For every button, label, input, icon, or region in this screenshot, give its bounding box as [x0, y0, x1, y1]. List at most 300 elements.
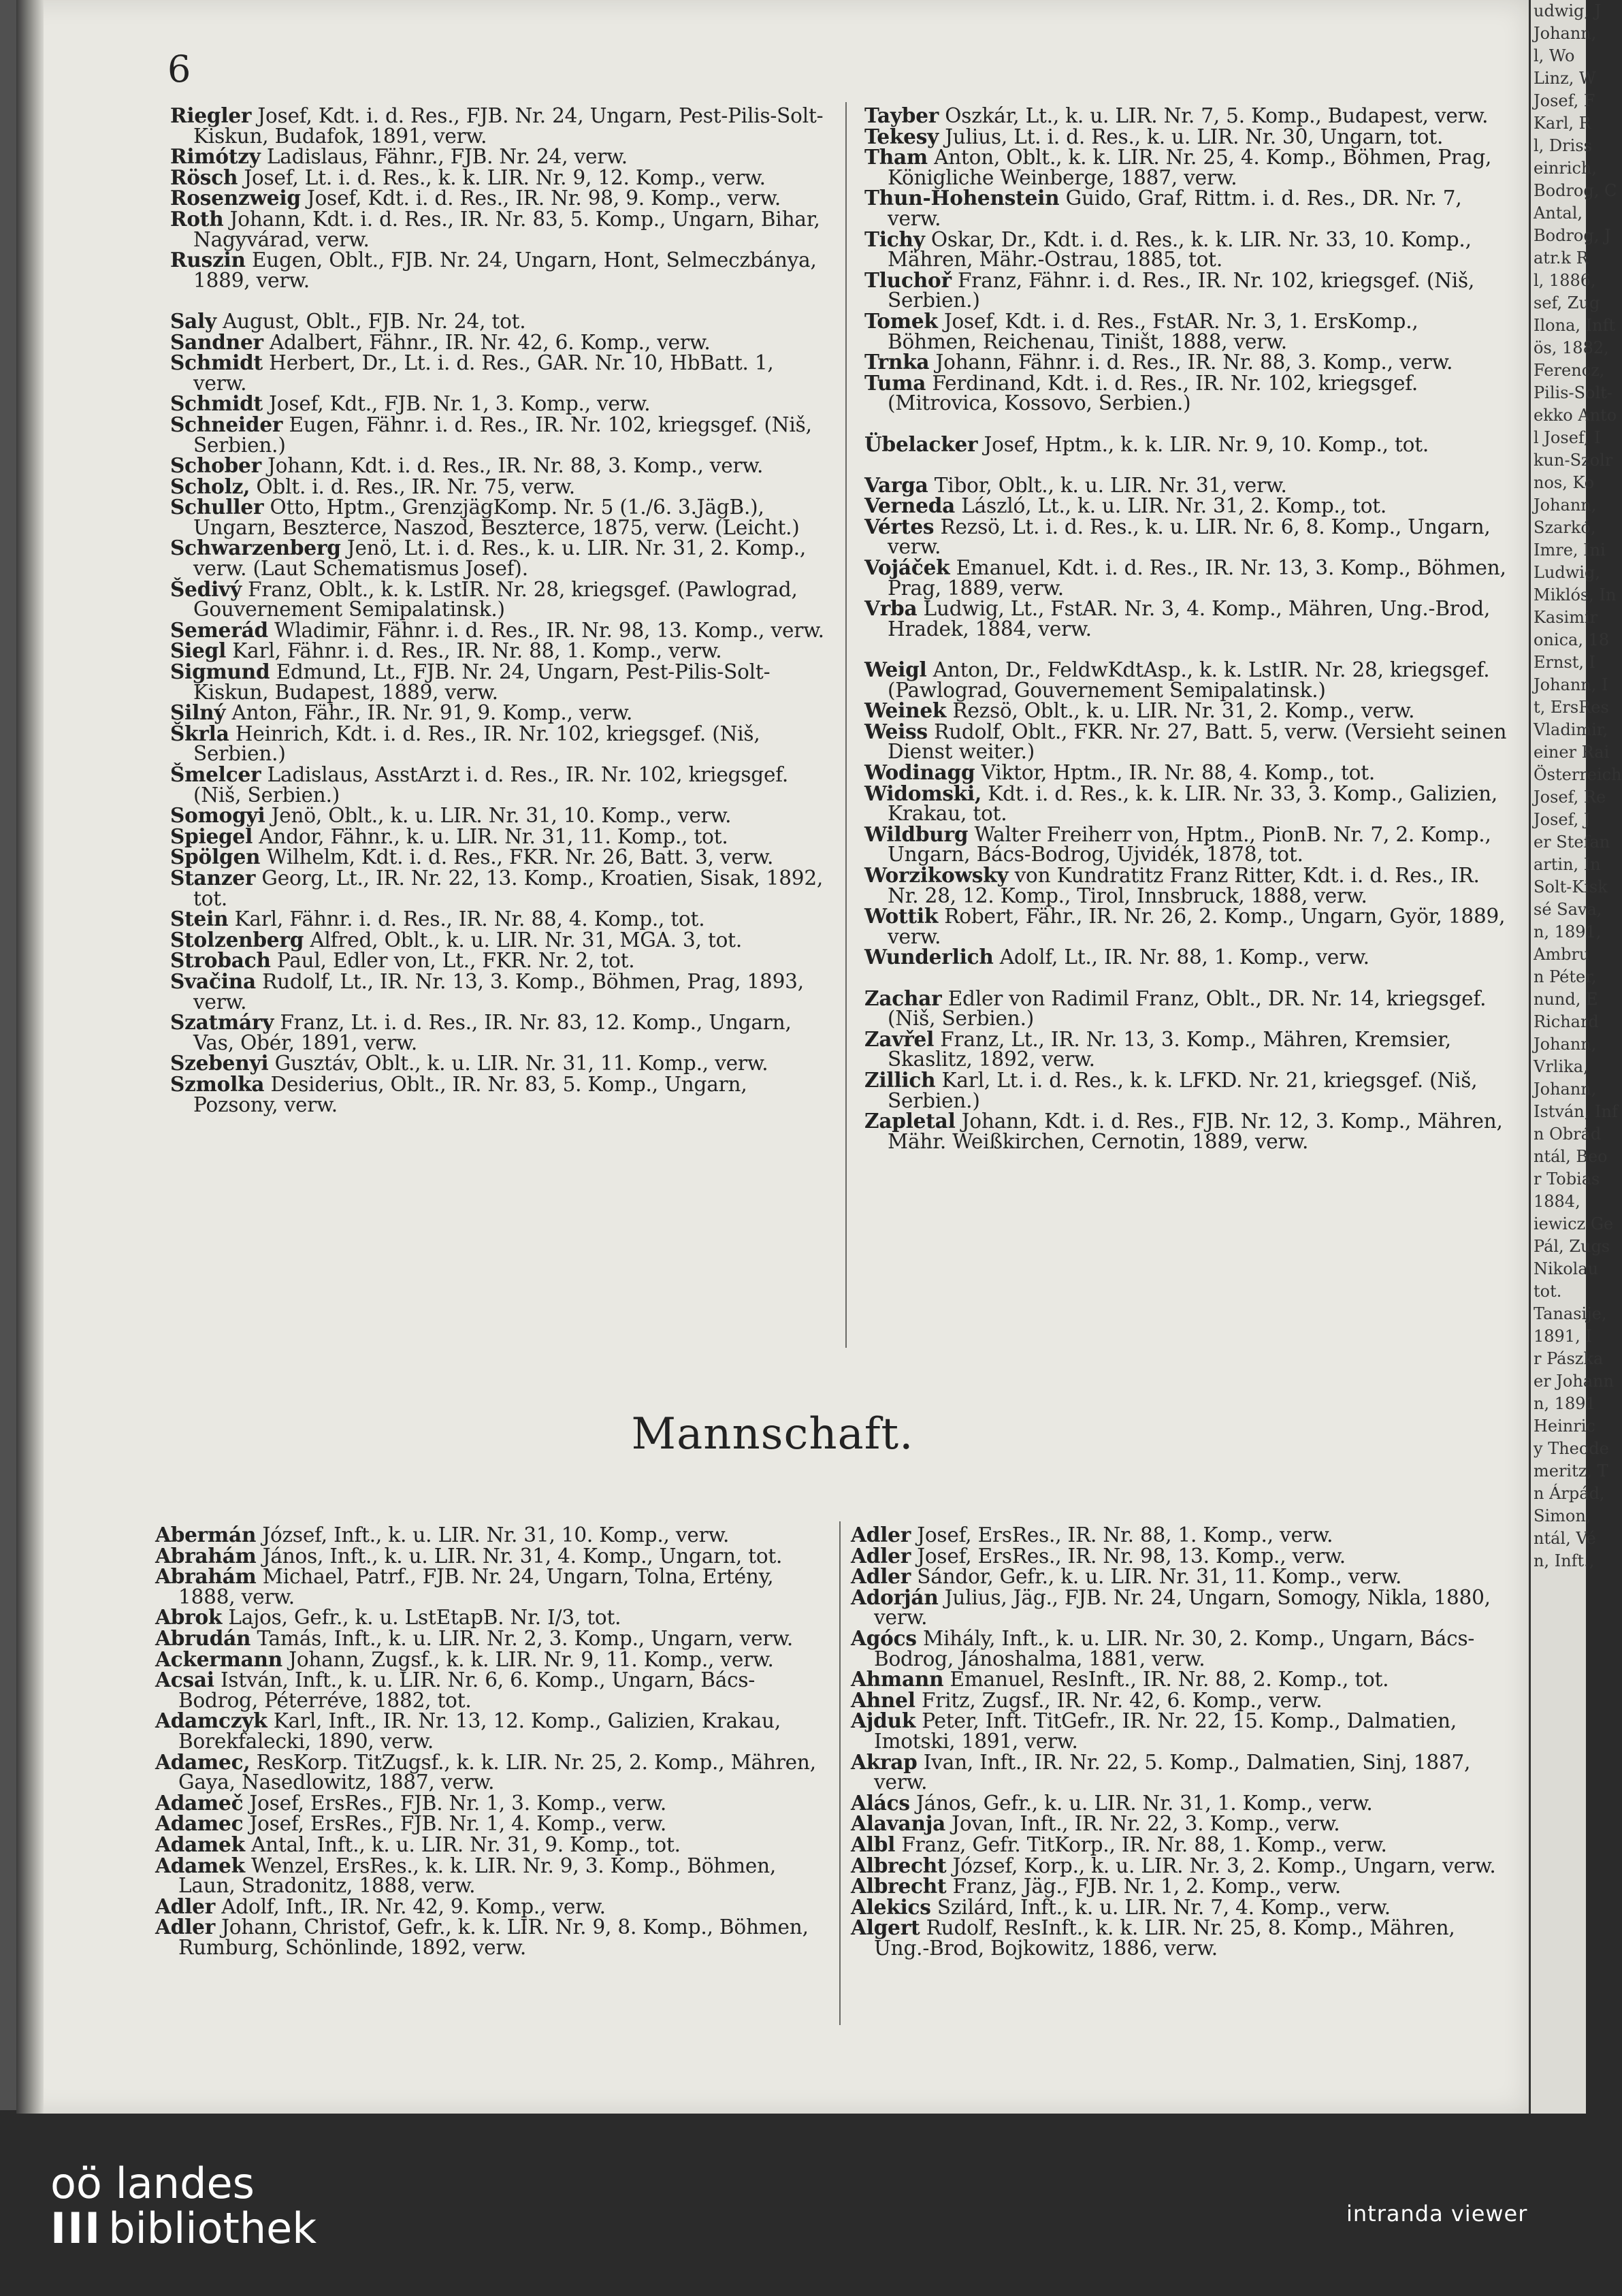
- adjacent-page-fragment: Ernst, I: [1534, 653, 1596, 672]
- entry-surname: Adamek: [155, 1853, 245, 1877]
- list-entry: [155, 1853, 826, 1898]
- adjacent-page-fragment: l, 1886,: [1534, 271, 1596, 290]
- entry-details: János, Inft., k. u. LIR. Nr. 31, 4. Komp., Ungarn, tot.: [256, 1544, 783, 1568]
- entry-details: Heinrich, Kdt. i. d. Res., IR. Nr. 102, kriegsgef. (Niš, Serbien.): [193, 722, 760, 766]
- entry-details: Guido, Graf, Rittm. i. d. Res., DR. Nr. 7, verw.: [888, 187, 1462, 230]
- adjacent-page-fragment: iewicz Ge: [1534, 1214, 1614, 1233]
- entry-surname: Zapletal: [864, 1109, 956, 1133]
- entry-details: Josef, ErsRes., FJB. Nr. 1, 3. Komp., verw.: [243, 1791, 667, 1815]
- list-entry: [851, 1525, 1508, 1546]
- entry-surname: Ajduk: [851, 1709, 916, 1733]
- entry-details: Paul, Edler von, Lt., FKR. Nr. 2, tot.: [270, 949, 635, 973]
- list-entry: [851, 1813, 1508, 1834]
- entry-surname: Szatmáry: [170, 1010, 274, 1035]
- list-entry: [170, 826, 828, 847]
- mannschaft-column-left: [155, 1525, 826, 1958]
- entry-surname: Adler: [851, 1543, 911, 1568]
- entry-surname: Agócs: [851, 1626, 917, 1650]
- entry-details: Josef, ErsRes., IR. Nr. 98, 13. Komp., verw.: [911, 1544, 1346, 1568]
- entry-surname: Algert: [851, 1915, 920, 1940]
- list-entry: [155, 1543, 826, 1568]
- entry-surname: Worzikowsky: [864, 862, 1009, 887]
- entry-surname: Vrba: [864, 596, 918, 621]
- adjacent-page-fragment: Kasimir: [1534, 608, 1598, 627]
- entry-surname: Vértes: [864, 514, 935, 538]
- adjacent-page-fragment: einrich,: [1534, 159, 1597, 178]
- adjacent-page-fragment: Nikolau: [1534, 1259, 1599, 1278]
- list-entry: [170, 617, 828, 642]
- entry-details: Tamás, Inft., k. u. LIR. Nr. 2, 3. Komp., Ungarn, verw.: [250, 1626, 794, 1650]
- viewer-footer: [0, 2114, 1584, 2296]
- adjacent-page-fragment: Josef, Re: [1534, 788, 1606, 807]
- adjacent-page-fragment: n, 1891,: [1534, 922, 1602, 941]
- list-entry: [170, 476, 828, 498]
- list-entry: [851, 1543, 1508, 1568]
- entry-surname: Vojáček: [864, 555, 950, 580]
- adjacent-page-fragment: Solt-Kisk: [1534, 877, 1608, 896]
- entry-details: Wenzel, ErsRes., k. k. LIR. Nr. 9, 3. Komp., Böhmen, Laun, Stradonitz, 1888, verw.: [178, 1854, 777, 1898]
- entry-spacer: [170, 291, 828, 311]
- entry-surname: Silný: [170, 700, 226, 725]
- entry-details: József, Inft., k. u. LIR. Nr. 31, 10. Komp., verw.: [256, 1523, 730, 1547]
- adjacent-page-fragment: sé Sava,: [1534, 900, 1602, 919]
- entry-surname: Wunderlich: [864, 945, 994, 969]
- entry-details: Antal, Inft., k. u. LIR. Nr. 31, 9. Komp., tot.: [244, 1832, 681, 1856]
- list-entry: [851, 1711, 1508, 1751]
- entry-details: József, Korp., k. u. LIR. Nr. 3, 2. Komp., Ungarn, verw.: [946, 1854, 1496, 1877]
- adjacent-page-fragment: Imre, Ini: [1534, 540, 1606, 560]
- entry-surname: Adorján: [851, 1585, 939, 1609]
- entry-surname: Somogyi: [170, 803, 265, 828]
- entry-details: Ludwig, Lt., FstAR. Nr. 3, 4. Komp., Mähren, Ung.-Brod, Hradek, 1884, verw.: [888, 597, 1491, 641]
- list-entry: [155, 1670, 826, 1711]
- entry-details: Karl, Fähnr. i. d. Res., IR. Nr. 88, 4. Komp., tot.: [228, 907, 705, 931]
- adjacent-page-fragment: l Josef, I: [1534, 428, 1601, 447]
- entry-surname: Adameč: [155, 1790, 244, 1815]
- adjacent-page-fragment: r Pászka: [1534, 1349, 1604, 1368]
- adjacent-page-fragment: er Stefan: [1534, 832, 1610, 852]
- list-entry: [170, 188, 828, 209]
- entry-details: Walter Freiherr von, Hptm., PionB. Nr. 7, 2. Komp., Ungarn, Bács-Bodrog, Ujvidék, 1878, tot.: [888, 822, 1491, 867]
- adjacent-page-fragment: Ludwig,: [1534, 563, 1600, 582]
- entry-surname: Adler: [851, 1564, 911, 1589]
- list-entry: [170, 329, 828, 354]
- entry-details: Josef, Kdt. i. d. Res., FstAR. Nr. 3, 1. ErsKomp., Böhmen, Reichenau, Tiništ, 1888, verw.: [888, 309, 1418, 353]
- entry-details: von Kundratitz Franz Ritter, Kdt. i. d. Res., IR. Nr. 28, 12. Komp., Tirol, Innsbruck, 1888, verw.: [888, 863, 1480, 907]
- entry-details: Edmund, Lt., FJB. Nr. 24, Ungarn, Pest-Pilis-Solt-Kiskun, Budapest, 1889, verw.: [193, 660, 771, 704]
- entry-surname: Scholz,: [170, 474, 250, 498]
- entry-spacer: [864, 414, 1508, 434]
- adjacent-page-fragment: Ilona, Inft: [1534, 316, 1616, 335]
- adjacent-page-fragment: Pál, Zugs: [1534, 1237, 1610, 1256]
- entry-surname: Spiegel: [170, 824, 253, 848]
- entry-details: Rezsö, Lt. i. d. Res., k. u. LIR. Nr. 6, 8. Komp., Ungarn, verw.: [888, 515, 1491, 559]
- adjacent-page-fragment: Josef, F: [1534, 91, 1595, 110]
- adjacent-page-fragment: l, Driss: [1534, 136, 1592, 155]
- entry-surname: Szebenyi: [170, 1051, 269, 1076]
- list-entry: [170, 638, 828, 663]
- adjacent-page-fragment: nund, E: [1534, 990, 1598, 1009]
- entry-surname: Spölgen: [170, 845, 261, 869]
- column-divider: [839, 1521, 841, 2025]
- officers-column-left: [170, 103, 828, 1116]
- entry-details: Adalbert, Fähnr., IR. Nr. 42, 6. Komp., verw.: [263, 330, 711, 354]
- adjacent-page-fragment: Josef, J: [1534, 810, 1591, 829]
- entry-details: László, Lt., k. u. LIR. Nr. 31, 2. Komp., tot.: [955, 494, 1387, 518]
- entry-surname: Tham: [864, 145, 928, 169]
- entry-details: Karl, Fähnr. i. d. Res., IR. Nr. 88, 1. Komp., verw.: [226, 639, 722, 663]
- entry-details: Franz, Gefr. TitKorp., IR. Nr. 88, 1. Komp., verw.: [895, 1832, 1387, 1856]
- list-entry: [864, 514, 1508, 559]
- adjacent-page-fragment: Simon,: [1534, 1506, 1591, 1525]
- adjacent-page-fragment: Tanasije,: [1534, 1304, 1607, 1323]
- officers-column-right: [864, 103, 1508, 1153]
- entry-details: Anton, Fähr., IR. Nr. 91, 9. Komp., verw.: [225, 701, 633, 725]
- entry-details: Gusztáv, Oblt., k. u. LIR. Nr. 31, 11. Komp., verw.: [268, 1052, 768, 1076]
- list-entry: [864, 370, 1508, 415]
- list-entry: [864, 700, 1508, 722]
- entry-details: Edler von Radimil Franz, Oblt., DR. Nr. 14, kriegsgef. (Niš, Serbien.): [888, 986, 1487, 1031]
- entry-surname: Stanzer: [170, 865, 256, 890]
- list-entry: [864, 598, 1508, 639]
- list-entry: [170, 950, 828, 971]
- entry-surname: Schmidt: [170, 391, 263, 416]
- entry-surname: Tichy: [864, 227, 925, 251]
- page-number: 6: [167, 48, 191, 91]
- entry-details: Adolf, Inft., IR. Nr. 42, 9. Komp., verw.: [215, 1894, 606, 1918]
- entry-surname: Svačina: [170, 969, 256, 993]
- adjacent-page-fragment: Bodrog, C: [1534, 181, 1617, 200]
- list-entry: [155, 1566, 826, 1607]
- entry-details: Johann, Kdt. i. d. Res., IR. Nr. 83, 5. Komp., Ungarn, Bihar, Nagyvárad, verw.: [193, 207, 820, 251]
- entry-details: ResKorp. TitZugsf., k. k. LIR. Nr. 25, 2. Komp., Mähren, Gaya, Nasedlowitz, 1887, verw.: [178, 1750, 816, 1794]
- entry-surname: Siegl: [170, 638, 227, 663]
- list-entry: [864, 719, 1508, 764]
- entry-details: Josef, Kdt. i. d. Res., FJB. Nr. 24, Ungarn, Pest-Pilis-Solt-Kiskun, Budafok, 1891, verw.: [193, 104, 824, 148]
- entry-spacer: [864, 639, 1508, 660]
- entry-surname: Schneider: [170, 412, 283, 436]
- list-entry: [170, 412, 828, 457]
- entry-surname: Tuma: [864, 370, 926, 395]
- adjacent-page-fragment: n Péter,: [1534, 967, 1597, 986]
- list-entry: [851, 1834, 1508, 1856]
- list-entry: [864, 147, 1508, 188]
- entry-details: Julius, Jäg., FJB. Nr. 24, Ungarn, Somogy, Nikla, 1880, verw.: [874, 1585, 1491, 1630]
- entry-details: Emanuel, Kdt. i. d. Res., IR. Nr. 13, 3. Komp., Böhmen, Prag, 1889, verw.: [888, 556, 1506, 600]
- adjacent-page-fragment: Miklós, In: [1534, 585, 1617, 604]
- adjacent-page-fragment: Pilis-Solt-: [1534, 383, 1612, 402]
- entry-surname: Schwarzenberg: [170, 536, 341, 560]
- entry-surname: Albrecht: [851, 1853, 947, 1877]
- entry-surname: Übelacker: [864, 432, 978, 456]
- list-entry: [170, 764, 828, 805]
- adjacent-page-fragment: onica, 18: [1534, 630, 1610, 649]
- list-entry: [851, 1749, 1508, 1794]
- entry-details: Anton, Oblt., k. k. LIR. Nr. 25, 4. Komp., Böhmen, Prag, Königliche Weinberge, 1887, verw.: [888, 146, 1492, 189]
- list-entry: [155, 1896, 826, 1918]
- entry-surname: Schmidt: [170, 351, 263, 375]
- entry-surname: Albl: [851, 1832, 896, 1856]
- list-entry: [170, 721, 828, 766]
- adjacent-page-fragment: n, 1891: [1534, 1394, 1596, 1413]
- viewer-brand-label[interactable]: intranda viewer: [1346, 2201, 1528, 2227]
- entry-surname: Adamec: [155, 1811, 244, 1836]
- entry-surname: Tekesy: [864, 124, 939, 148]
- entry-surname: Adamczyk: [155, 1709, 267, 1733]
- entry-details: Emanuel, ResInft., IR. Nr. 88, 2. Komp., tot.: [943, 1668, 1389, 1692]
- entry-details: Franz, Oblt., k. k. LstIR. Nr. 28, kriegsgef. (Pawlograd, Gouvernement Semipalatinsk.): [193, 577, 798, 621]
- document-page: [16, 0, 1529, 2114]
- list-entry: [155, 1834, 826, 1856]
- adjacent-page-fragment: Vrlika,: [1534, 1057, 1589, 1076]
- entry-surname: Alekics: [851, 1894, 931, 1919]
- entry-surname: Thun-Hohenstein: [864, 186, 1060, 210]
- entry-surname: Ruszin: [170, 248, 246, 272]
- list-entry: [851, 1853, 1508, 1877]
- list-entry: [864, 947, 1508, 968]
- list-entry: [170, 497, 828, 538]
- list-entry: [851, 1669, 1508, 1690]
- adjacent-page-fragment: l, Wo: [1534, 46, 1575, 65]
- list-entry: [170, 1053, 828, 1074]
- entry-details: Viktor, Hptm., IR. Nr. 88, 4. Komp., tot.: [975, 761, 1376, 784]
- entry-details: Josef, Hptm., k. k. LIR. Nr. 9, 10. Komp., tot.: [977, 432, 1429, 456]
- list-entry: [170, 847, 828, 868]
- entry-details: Eugen, Fähnr. i. d. Res., IR. Nr. 102, kriegsgef. (Niš, Serbien.): [193, 413, 812, 457]
- entry-surname: Škrla: [170, 721, 229, 745]
- entry-surname: Ahnel: [851, 1687, 915, 1712]
- list-entry: [170, 250, 828, 291]
- list-entry: [170, 865, 828, 910]
- list-entry: [170, 909, 828, 930]
- list-entry: [170, 971, 828, 1012]
- entry-details: Georg, Lt., IR. Nr. 22, 13. Komp., Kroatien, Sisak, 1892, tot.: [193, 866, 824, 910]
- entry-details: Desiderius, Oblt., IR. Nr. 83, 5. Komp., Ungarn, Pozsony, verw.: [193, 1072, 747, 1116]
- entry-surname: Szmolka: [170, 1071, 265, 1096]
- adjacent-page-fragment: ntál, Vé: [1534, 1529, 1596, 1548]
- entry-surname: Sandner: [170, 329, 263, 354]
- list-entry: [170, 146, 828, 167]
- entry-details: Johann, Kdt. i. d. Res., IR. Nr. 88, 3. Komp., verw.: [261, 454, 764, 478]
- list-entry: [170, 167, 828, 189]
- entry-details: Rudolf, Lt., IR. Nr. 13, 3. Komp., Böhmen, Prag, 1893, verw.: [193, 969, 804, 1014]
- list-entry: [864, 270, 1508, 311]
- entry-spacer: [864, 968, 1508, 988]
- adjacent-page-fragment: Bodrog, J: [1534, 226, 1611, 245]
- entry-details: Josef, ErsRes., FJB. Nr. 1, 4. Komp., verw.: [243, 1812, 667, 1836]
- entry-details: Ivan, Inft., IR. Nr. 22, 5. Komp., Dalmatien, Sinj, 1887, verw.: [874, 1750, 1471, 1794]
- entry-details: Johann, Christof, Gefr., k. k. LIR. Nr. 9, 8. Komp., Böhmen, Rumburg, Schönlinde, 1892, verw.: [178, 1915, 809, 1959]
- adjacent-page-fragment: Ferencz,: [1534, 361, 1605, 380]
- list-entry: [170, 393, 828, 415]
- adjacent-page-fragment: t, ErsRes: [1534, 698, 1609, 717]
- entry-details: István, Inft., k. u. LIR. Nr. 6, 6. Komp., Ungarn, Bács-Bodrog, Péterréve, 1882, tot.: [178, 1668, 756, 1712]
- column-divider: [845, 102, 847, 1348]
- logo-line-1: oö landes: [50, 2158, 255, 2208]
- logo-bars: III: [50, 2203, 102, 2253]
- entry-details: Oskar, Dr., Kdt. i. d. Res., k. k. LIR. Nr. 33, 10. Komp., Mähren, Mähr.-Ostrau, 1885, tot.: [888, 227, 1472, 272]
- list-entry: [864, 783, 1508, 824]
- entry-surname: Trnka: [864, 350, 930, 374]
- entry-surname: Šedivý: [170, 577, 242, 601]
- entry-surname: Acsai: [155, 1668, 214, 1692]
- list-entry: [170, 702, 828, 724]
- list-entry: [170, 927, 828, 952]
- list-entry: [851, 1687, 1508, 1712]
- entry-surname: Semerád: [170, 617, 268, 642]
- adjacent-page-fragment: ekko Anto: [1534, 406, 1617, 425]
- adjacent-page-fragment: Österreich: [1534, 765, 1622, 784]
- entry-surname: Roth: [170, 206, 224, 231]
- entry-surname: Tayber: [864, 103, 939, 127]
- entry-details: Karl, Inft., IR. Nr. 13, 12. Komp., Galizien, Krakau, Borekfalecki, 1890, verw.: [178, 1709, 781, 1753]
- adjacent-page-fragment: Vladimir,: [1534, 720, 1608, 739]
- entry-details: Julius, Lt. i. d. Res., k. u. LIR. Nr. 30, Ungarn, tot.: [939, 125, 1444, 148]
- entry-details: Anton, Dr., FeldwKdtAsp., k. k. LstIR. Nr. 28, kriegsgef. (Pawlograd, Gouvernement Semipalatinsk.): [888, 658, 1490, 702]
- entry-details: Oszkár, Lt., k. u. LIR. Nr. 7, 5. Komp., Budapest, verw.: [939, 104, 1489, 127]
- list-entry: [864, 762, 1508, 783]
- list-entry: [851, 1915, 1508, 1960]
- entry-details: Rudolf, ResInft., k. k. LIR. Nr. 25, 8. Komp., Mähren, Ung.-Brod, Bojkowitz, 1886, verw.: [874, 1916, 1455, 1960]
- adjacent-page-fragment: Johann,: [1534, 1080, 1597, 1099]
- entry-details: Herbert, Dr., Lt. i. d. Res., GAR. Nr. 10, HbBatt. 1, verw.: [193, 351, 774, 395]
- entry-details: Eugen, Oblt., FJB. Nr. 24, Ungarn, Hont, Selmeczbánya, 1889, verw.: [193, 248, 817, 292]
- list-entry: [864, 308, 1508, 353]
- adjacent-page-fragment: n, Inft.,: [1534, 1551, 1595, 1570]
- list-entry: [851, 1894, 1508, 1919]
- entry-surname: Varga: [864, 472, 928, 497]
- entry-surname: Schober: [170, 453, 261, 478]
- mannschaft-column-right: [851, 1525, 1508, 1958]
- entry-surname: Ahmann: [851, 1667, 944, 1692]
- entry-surname: Adler: [155, 1894, 216, 1918]
- list-entry: [851, 1566, 1508, 1587]
- adjacent-page-fragment: sef, Zug: [1534, 293, 1600, 312]
- entry-surname: Adamec,: [155, 1749, 250, 1774]
- adjacent-page-fragment: ntál, Beo: [1534, 1147, 1608, 1166]
- list-entry: [864, 496, 1508, 517]
- list-entry: [170, 1012, 828, 1053]
- library-logo[interactable]: [50, 2158, 317, 2253]
- entry-details: Tibor, Oblt., k. u. LIR. Nr. 31, verw.: [928, 473, 1287, 497]
- entry-surname: Riegler: [170, 103, 252, 127]
- entry-spacer: [864, 455, 1508, 475]
- list-entry: [170, 455, 828, 476]
- adjacent-page-fragment: udwig, J: [1534, 1, 1602, 20]
- list-entry: [170, 353, 828, 393]
- list-entry: [864, 434, 1508, 455]
- adjacent-page-fragment: Johann, I: [1534, 675, 1608, 694]
- adjacent-page-fragment: 1891, I: [1534, 1327, 1592, 1346]
- entry-surname: Šmelcer: [170, 762, 261, 786]
- entry-surname: Abrahám: [155, 1564, 257, 1589]
- adjacent-page-fragment: ös, 1882,: [1534, 338, 1609, 357]
- entry-surname: Zachar: [864, 986, 942, 1010]
- adjacent-page-fragment: tot.: [1534, 1282, 1562, 1301]
- list-entry: [864, 824, 1508, 865]
- entry-details: Rudolf, Oblt., FKR. Nr. 27, Batt. 5, verw. (Versieht seinen Dienst weiter.): [888, 719, 1507, 764]
- entry-surname: Rimótzy: [170, 144, 261, 169]
- logo-line-2: bibliothek: [108, 2203, 317, 2253]
- list-entry: [155, 1749, 826, 1794]
- adjacent-page-fragment: r Tobias: [1534, 1169, 1600, 1189]
- entry-surname: Tluchoř: [864, 268, 952, 292]
- entry-surname: Akrap: [851, 1749, 918, 1774]
- entry-surname: Sigmund: [170, 660, 270, 684]
- entry-details: Josef, Lt. i. d. Res., k. k. LIR. Nr. 9, 12. Komp., verw.: [238, 165, 766, 189]
- entry-surname: Stein: [170, 907, 229, 931]
- entry-details: Michael, Patrf., FJB. Nr. 24, Ungarn, Tolna, Ertény, 1888, verw.: [178, 1565, 774, 1608]
- entry-details: Sándor, Gefr., k. u. LIR. Nr. 31, 11. Komp., verw.: [911, 1565, 1402, 1589]
- entry-details: Rezsö, Oblt., k. u. LIR. Nr. 31, 2. Komp., verw.: [946, 699, 1415, 723]
- list-entry: [864, 124, 1508, 148]
- list-entry: [155, 1525, 826, 1546]
- entry-surname: Zillich: [864, 1067, 936, 1092]
- entry-surname: Tomek: [864, 308, 938, 333]
- adjacent-page-fragment: Richard: [1534, 1012, 1599, 1031]
- list-entry: [864, 1111, 1508, 1152]
- entry-surname: Ackermann: [155, 1647, 283, 1671]
- entry-details: Oblt. i. d. Res., IR. Nr. 75, verw.: [250, 474, 575, 498]
- list-entry: [155, 1790, 826, 1815]
- list-entry: [864, 229, 1508, 270]
- adjacent-page-fragment: 1884,: [1534, 1192, 1580, 1211]
- entry-details: Ladislaus, AsstArzt i. d. Res., IR. Nr. 102, kriegsgef. (Niš, Serbien.): [193, 763, 789, 807]
- entry-surname: Alács: [851, 1790, 910, 1815]
- list-entry: [864, 557, 1508, 598]
- list-entry: [864, 1067, 1508, 1112]
- adjacent-page-fragment: er Johann: [1534, 1372, 1615, 1391]
- entry-surname: Weinek: [864, 698, 947, 723]
- entry-surname: Widomski,: [864, 781, 982, 805]
- adjacent-page-fragment: Antal,: [1534, 204, 1583, 223]
- list-entry: [851, 1876, 1508, 1897]
- entry-details: Ferdinand, Kdt. i. d. Res., IR. Nr. 102, kriegsgef. (Mitrovica, Kossovo, Serbien.): [888, 371, 1418, 415]
- entry-surname: Schuller: [170, 495, 264, 519]
- entry-surname: Adler: [155, 1915, 216, 1939]
- entry-surname: Wottik: [864, 904, 939, 928]
- entry-details: Mihály, Inft., k. u. LIR. Nr. 30, 2. Komp., Ungarn, Bács-Bodrog, Jánoshalma, 1881, verw.: [874, 1626, 1475, 1670]
- list-entry: [864, 862, 1508, 907]
- entry-details: Karl, Lt. i. d. Res., k. k. LFKD. Nr. 21, kriegsgef. (Niš, Serbien.): [888, 1068, 1478, 1112]
- entry-details: János, Gefr., k. u. LIR. Nr. 31, 1. Komp., verw.: [909, 1791, 1373, 1815]
- list-entry: [170, 206, 828, 251]
- entry-details: Wilhelm, Kdt. i. d. Res., FKR. Nr. 26, Batt. 3, verw.: [260, 845, 774, 869]
- entry-surname: Stolzenberg: [170, 927, 304, 952]
- adjacent-page-fragment: artin, In: [1534, 855, 1601, 874]
- entry-details: Fritz, Zugsf., IR. Nr. 42, 6. Komp., verw.: [915, 1688, 1323, 1712]
- list-entry: [864, 352, 1508, 373]
- entry-details: Szilárd, Inft., k. u. LIR. Nr. 7, 4. Komp., verw.: [930, 1895, 1391, 1919]
- entry-details: Franz, Lt., IR. Nr. 13, 3. Komp., Mähren, Kremsier, Skaslitz, 1892, verw.: [888, 1027, 1451, 1071]
- adjacent-page-fragment: Johann,: [1534, 24, 1597, 43]
- entry-details: Ladislaus, Fähnr., FJB. Nr. 24, verw.: [260, 145, 628, 169]
- list-entry: [155, 1711, 826, 1751]
- list-entry: [155, 1628, 826, 1649]
- entry-details: Alfred, Oblt., k. u. LIR. Nr. 31, MGA. 3, tot.: [304, 928, 742, 952]
- list-entry: [864, 1026, 1508, 1071]
- list-entry: [170, 103, 828, 148]
- entry-surname: Rosenzweig: [170, 186, 301, 210]
- adjacent-page-fragment: Szarkó,: [1534, 518, 1596, 537]
- entry-details: Franz, Fähnr. i. d. Res., IR. Nr. 102, kriegsgef. (Niš, Serbien.): [888, 268, 1475, 312]
- entry-details: Johann, Fähnr. i. d. Res., IR. Nr. 88, 3. Komp., verw.: [929, 351, 1453, 374]
- entry-surname: Abrahám: [155, 1543, 257, 1568]
- list-entry: [155, 1813, 826, 1834]
- entry-surname: Albrecht: [851, 1874, 947, 1898]
- entry-details: Johann, Kdt. i. d. Res., FJB. Nr. 12, 3. Komp., Mähren, Mähr. Weißkirchen, Cernotin, 1889, verw.: [888, 1110, 1503, 1153]
- list-entry: [864, 103, 1508, 127]
